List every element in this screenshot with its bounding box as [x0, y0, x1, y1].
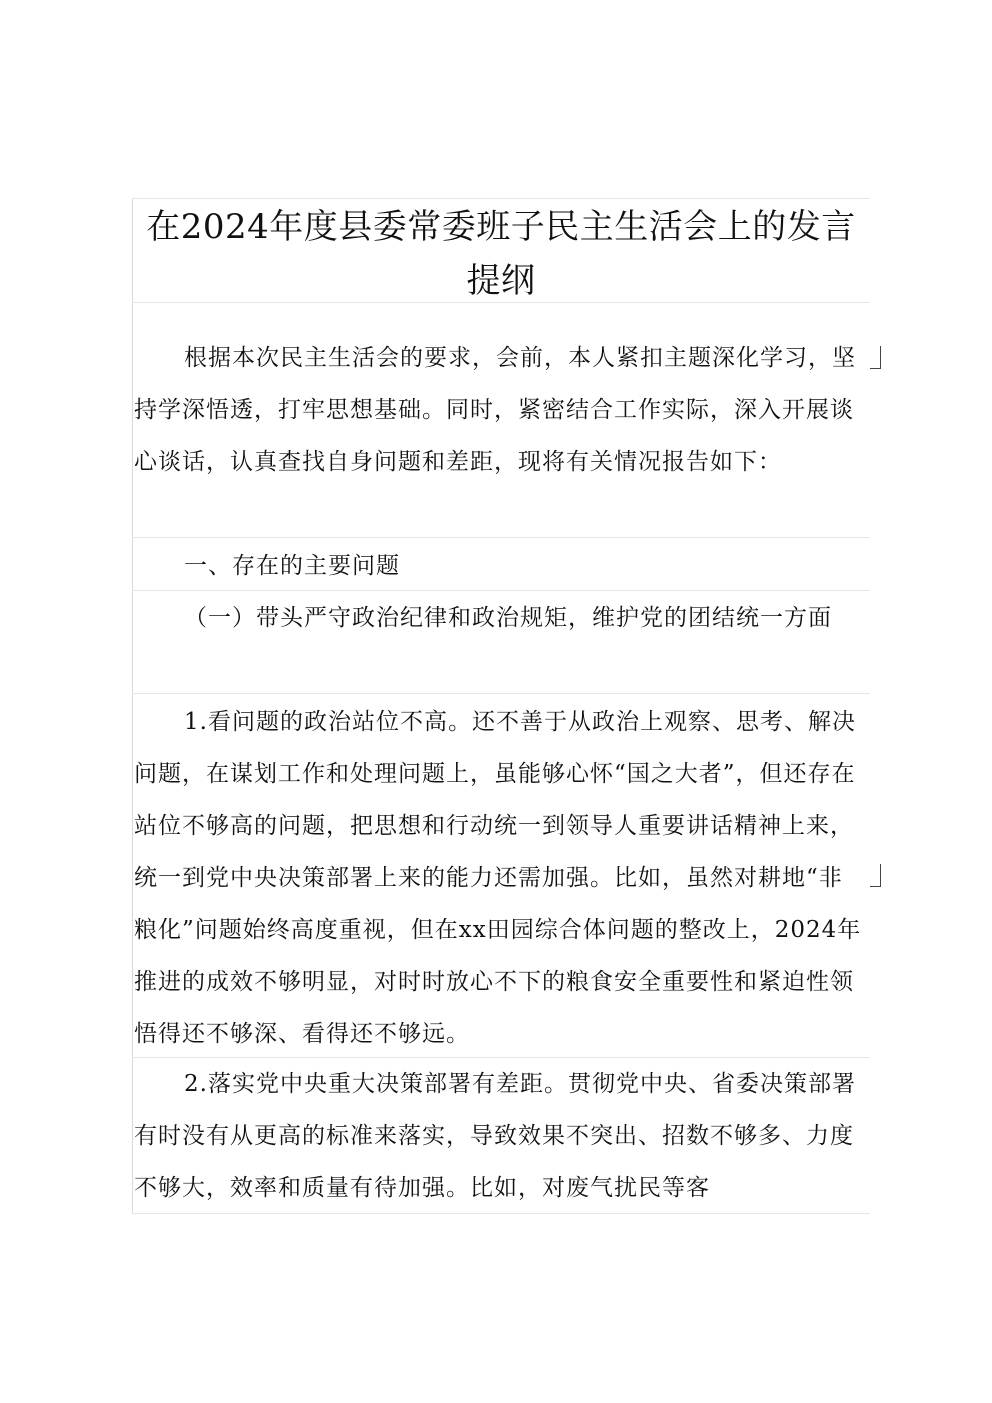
divider	[132, 590, 870, 591]
section-heading: 一、存在的主要问题	[184, 553, 400, 579]
item-2-paragraph: 2.落实党中央重大决策部署有差距。贯彻党中央、省委决策部署有时没有从更高的标准来落实，导致效果不突出、招数不够多、力度不够大，效率和质量有待加强。比如，对废气扰民等客	[134, 1071, 856, 1201]
divider	[132, 302, 870, 303]
title-line-1: 在2024年度县委常委班子民主生活会上的发言	[146, 207, 856, 247]
item-1-paragraph: 1.看问题的政治站位不高。还不善于从政治上观察、思考、解决问题，在谋划工作和处理问题上，虽能够心怀“国之大者”，但还存在站位不够高的问题，把思想和行动统一到领导人重要讲话精神上来，统一到党中央决策部署上来的能力还需加强。比如，虽然对耕地“非粮化”问题始终高度重视，但在xx田园综合体问题的整改上，2024年推进的成效不够明显，对时时放心不下的粮食安全重要性和紧迫性领悟得还不够深、看得还不够远。	[134, 709, 862, 1047]
divider	[132, 693, 870, 694]
intro-paragraph: 根据本次民主生活会的要求，会前，本人紧扣主题深化学习，坚持学深悟透，打牢思想基础。同时，紧密结合工作实际，深入开展谈心谈话，认真查找自身问题和差距，现将有关情况报告如下：	[134, 345, 856, 475]
page-frame-left-border	[132, 198, 133, 1214]
title-line-2: 提纲	[466, 261, 536, 301]
divider	[132, 198, 870, 199]
subsection-heading: （一）带头严守政治纪律和政治规矩，维护党的团结统一方面	[184, 605, 832, 631]
margin-mark	[870, 864, 881, 887]
document-title	[132, 200, 870, 308]
divider	[132, 1213, 870, 1214]
margin-mark	[870, 346, 881, 369]
divider	[132, 537, 870, 538]
